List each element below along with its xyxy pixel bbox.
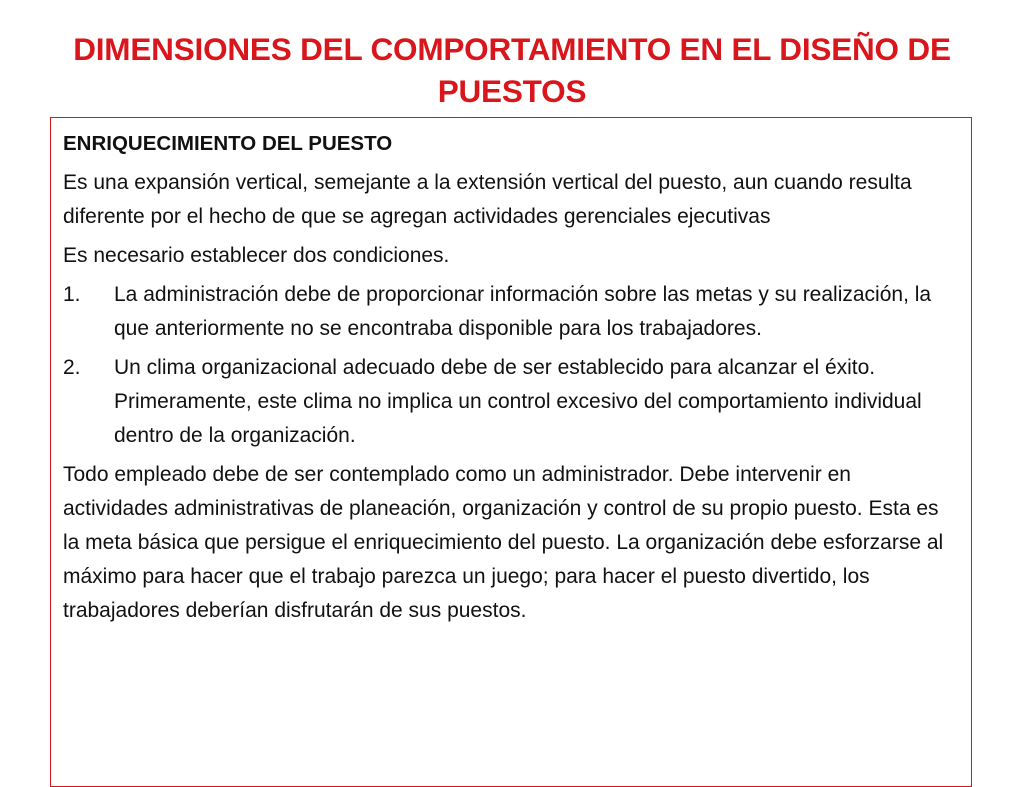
list-item <box>63 351 959 453</box>
list-item-text: Un clima organizacional adecuado debe de ser establecido para alcanzar el éxito. Primeramente, este clima no implica un control excesivo del comportamiento individual dentro de la organización. <box>114 356 922 447</box>
list-item <box>63 278 959 346</box>
conditions-list <box>63 278 959 453</box>
slide-title: DIMENSIONES DEL COMPORTAMIENTO EN EL DISEÑO DE PUESTOS <box>73 31 951 109</box>
closing-paragraph: Todo empleado debe de ser contemplado como un administrador. Debe intervenir en actividades administrativas de planeación, organización y control de su propio puesto. Esta es la meta básica que persigue el enriquecimiento del puesto. La organización debe esforzarse al máximo para hacer que el trabajo parezca un juego; para hacer el puesto divertido, los trabajadores deberían disfrutarán de sus puestos. <box>63 463 944 622</box>
section-heading: ENRIQUECIMIENTO DEL PUESTO <box>63 132 393 155</box>
list-item-number: 1. <box>63 283 81 306</box>
list-item-text: La administración debe de proporcionar información sobre las metas y su realización, la que anteriormente no se encontraba disponible para los trabajadores. <box>114 283 932 340</box>
conditions-paragraph: Es necesario establecer dos condiciones. <box>63 244 450 267</box>
content-box <box>50 117 972 787</box>
list-item-number: 2. <box>63 356 81 379</box>
intro-paragraph: Es una expansión vertical, semejante a la extensión vertical del puesto, aun cuando resulta diferente por el hecho de que se agregan actividades gerenciales ejecutivas <box>63 171 912 228</box>
